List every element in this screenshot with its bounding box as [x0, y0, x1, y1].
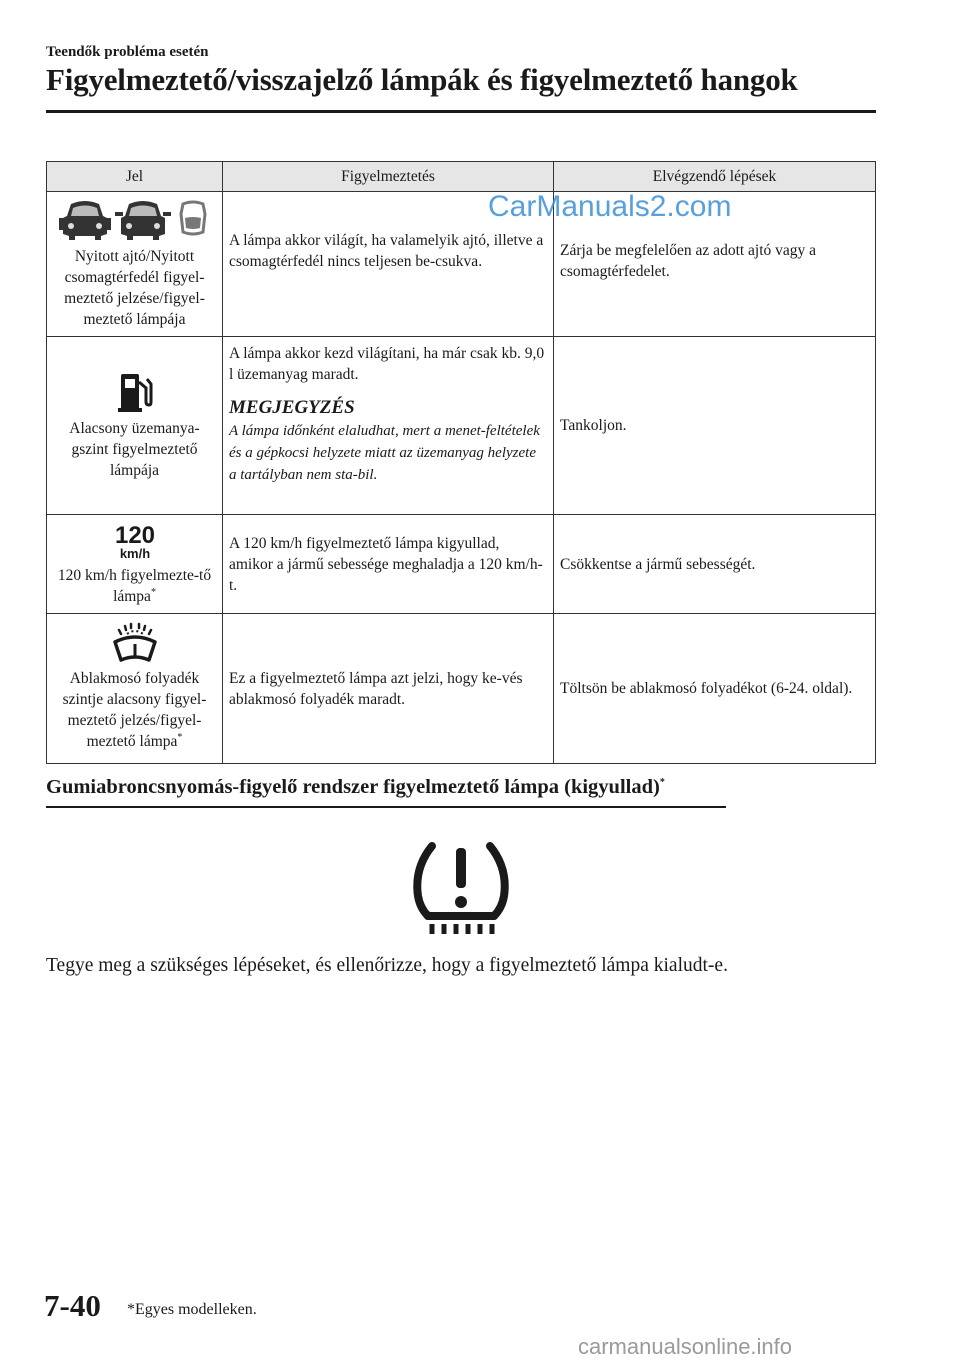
column-header-symbol: Jel — [47, 162, 223, 192]
symbol-label: Ablakmosó folyadék szintje alacsony figyel-meztető jelzés/figyel-meztető lámpa — [62, 670, 207, 750]
tire-pressure-warning-icon — [402, 838, 520, 938]
action-text: Zárja be megfelelően az adott ajtó vagy a csomagtérfedelet. — [560, 242, 817, 280]
action-cell — [554, 515, 876, 614]
column-header-warning: Figyelmeztetés — [223, 162, 554, 192]
subsection-heading — [46, 776, 665, 799]
table-row — [47, 515, 876, 614]
title-divider — [46, 110, 876, 113]
note-text: A lámpa időnként elaludhat, mert a menet-feltételek és a gépkocsi helyzete miatt az üzemanyag helyzete a tartályban nem sta-bil. — [229, 423, 540, 483]
action-cell — [554, 337, 876, 515]
speed-120-icon — [110, 521, 160, 561]
warning-text: Ez a figyelmeztető lámpa azt jelzi, hogy ke-vés ablakmosó folyadék maradt. — [229, 669, 523, 708]
car-trunk-open-icon — [115, 198, 171, 242]
table-row — [47, 337, 876, 515]
action-text: Csökkentse a jármű sebességét. — [560, 555, 756, 573]
action-text: Töltsön be ablakmosó folyadékot (6-24. oldal). — [560, 680, 853, 697]
warning-lights-table — [46, 161, 876, 764]
page-title: Figyelmeztető/visszajelző lámpák és figyelmeztető hangok — [46, 62, 798, 97]
page-number: 7-40 — [44, 1288, 101, 1323]
action-cell — [554, 614, 876, 764]
symbol-cell — [47, 192, 223, 337]
speed-icon-number: 120 — [114, 522, 155, 549]
symbol-cell — [47, 337, 223, 515]
door-ajar-icon — [173, 198, 213, 242]
symbol-label: Alacsony üzemanya-gszint figyelmeztető lámpája — [69, 420, 200, 479]
symbol-label: Nyitott ajtó/Nyitott csomagtérfedél figyel-meztető jelzése/figyel-meztető lámpája — [64, 248, 205, 328]
symbol-cell — [47, 515, 223, 614]
subsection-underline — [46, 806, 726, 808]
footnote-marker: * — [177, 731, 183, 743]
footnote: *Egyes modelleken. — [127, 1301, 257, 1318]
warning-cell — [223, 337, 554, 515]
site-watermark: carmanualsonline.info — [578, 1334, 793, 1359]
warning-cell — [223, 614, 554, 764]
column-header-action: Elvégzendő lépések — [554, 162, 876, 192]
table-row — [47, 192, 876, 337]
watermark: CarManuals2.com — [488, 190, 732, 223]
symbol-cell — [47, 614, 223, 764]
action-text: Tankoljon. — [560, 417, 627, 434]
body-text: Tegye meg a szükséges lépéseket, és ellenőrizze, hogy a figyelmeztető lámpa kialudt-e. — [46, 955, 728, 976]
footnote-marker: * — [150, 586, 156, 598]
warning-cell — [223, 515, 554, 614]
section-label: Teendők probléma esetén — [46, 44, 209, 60]
warning-text: A 120 km/h figyelmeztető lámpa kigyullad, amikor a jármű sebessége meghaladja a 120 km/h-t. — [229, 534, 543, 594]
fuel-pump-icon — [115, 370, 155, 414]
table-header-row — [47, 162, 876, 192]
footnote-marker: * — [659, 777, 665, 789]
car-door-open-icon — [57, 198, 113, 242]
speed-icon-unit: km/h — [119, 546, 150, 561]
table-row — [47, 614, 876, 764]
subsection-heading-text: Gumiabroncsnyomás-figyelő rendszer figyelmeztető lámpa (kigyullad) — [46, 776, 660, 798]
symbol-label: 120 km/h figyelmezte-tő lámpa — [57, 567, 212, 605]
washer-fluid-icon — [109, 620, 161, 664]
warning-text: A lámpa akkor világít, ha valamelyik ajtó, illetve a csomagtérfedél nincs teljesen be-csukva. — [229, 232, 544, 270]
warning-text: A lámpa akkor kezd világítani, ha már csak kb. 9,0 l üzemanyag maradt. — [229, 345, 545, 383]
note-heading: MEGJEGYZÉS — [229, 397, 355, 418]
